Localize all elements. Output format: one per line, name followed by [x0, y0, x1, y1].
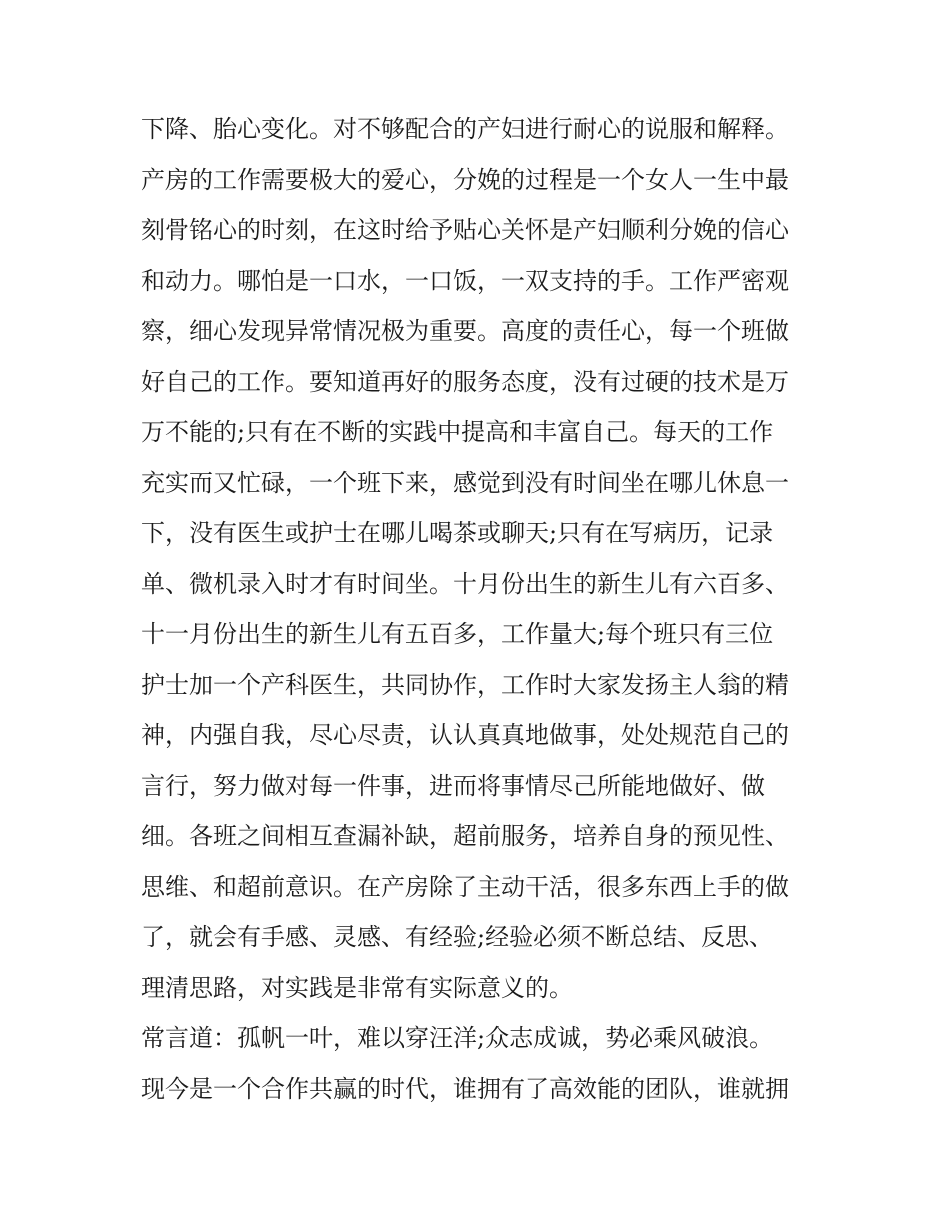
text-line: 护士加一个产科医生，共同协作，工作时大家发扬主人翁的精 [141, 670, 789, 699]
body-text [141, 104, 821, 1114]
text-line: 和动力。哪怕是一口水，一口饭，一双支持的手。工作严密观 [141, 266, 789, 295]
text-line: 单、微机录入时才有时间坐。十月份出生的新生儿有六百多、 [141, 569, 789, 598]
text-line: 充实而又忙碌，一个班下来，感觉到没有时间坐在哪儿休息一 [141, 468, 789, 497]
text-line: 常言道：孤帆一叶，难以穿汪洋;众志成诚，势必乘风破浪。 [141, 1024, 774, 1052]
text-line: 思维、和超前意识。在产房除了主动干活，很多东西上手的做 [141, 872, 789, 901]
text-line: 十一月份出生的新生儿有五百多，工作量大;每个班只有三位 [141, 620, 774, 648]
text-line: 产房的工作需要极大的爱心，分娩的过程是一个女人一生中最 [141, 165, 789, 194]
text-line: 下，没有医生或护士在哪儿喝茶或聊天;只有在写病历，记录 [141, 519, 774, 547]
text-line: 现今是一个合作共赢的时代，谁拥有了高效能的团队，谁就拥 [141, 1074, 789, 1103]
text-line: 细。各班之间相互查漏补缺，超前服务，培养自身的预见性、 [141, 822, 789, 850]
text-line: 刻骨铭心的时刻，在这时给予贴心关怀是产妇顺利分娩的信心 [141, 216, 789, 244]
text-line: 言行，努力做对每一件事，进而将事情尽己所能地做好、做 [141, 771, 765, 800]
text-line: 了，就会有手感、灵感、有经验;经验必须不断总结、反思、 [141, 923, 774, 951]
text-line: 好自己的工作。要知道再好的服务态度，没有过硬的技术是万 [141, 367, 789, 396]
text-line: 察，细心发现异常情况极为重要。高度的责任心，每一个班做 [141, 317, 789, 345]
text-line: 下降、胎心变化。对不够配合的产妇进行耐心的说服和解释。 [141, 115, 789, 143]
text-line: 神，内强自我，尽心尽责，认认真真地做事，处处规范自己的 [141, 721, 789, 749]
text-line: 万不能的;只有在不断的实践中提高和丰富自己。每天的工作 [141, 418, 774, 446]
text-line: 理清思路，对实践是非常有实际意义的。 [141, 973, 573, 1002]
